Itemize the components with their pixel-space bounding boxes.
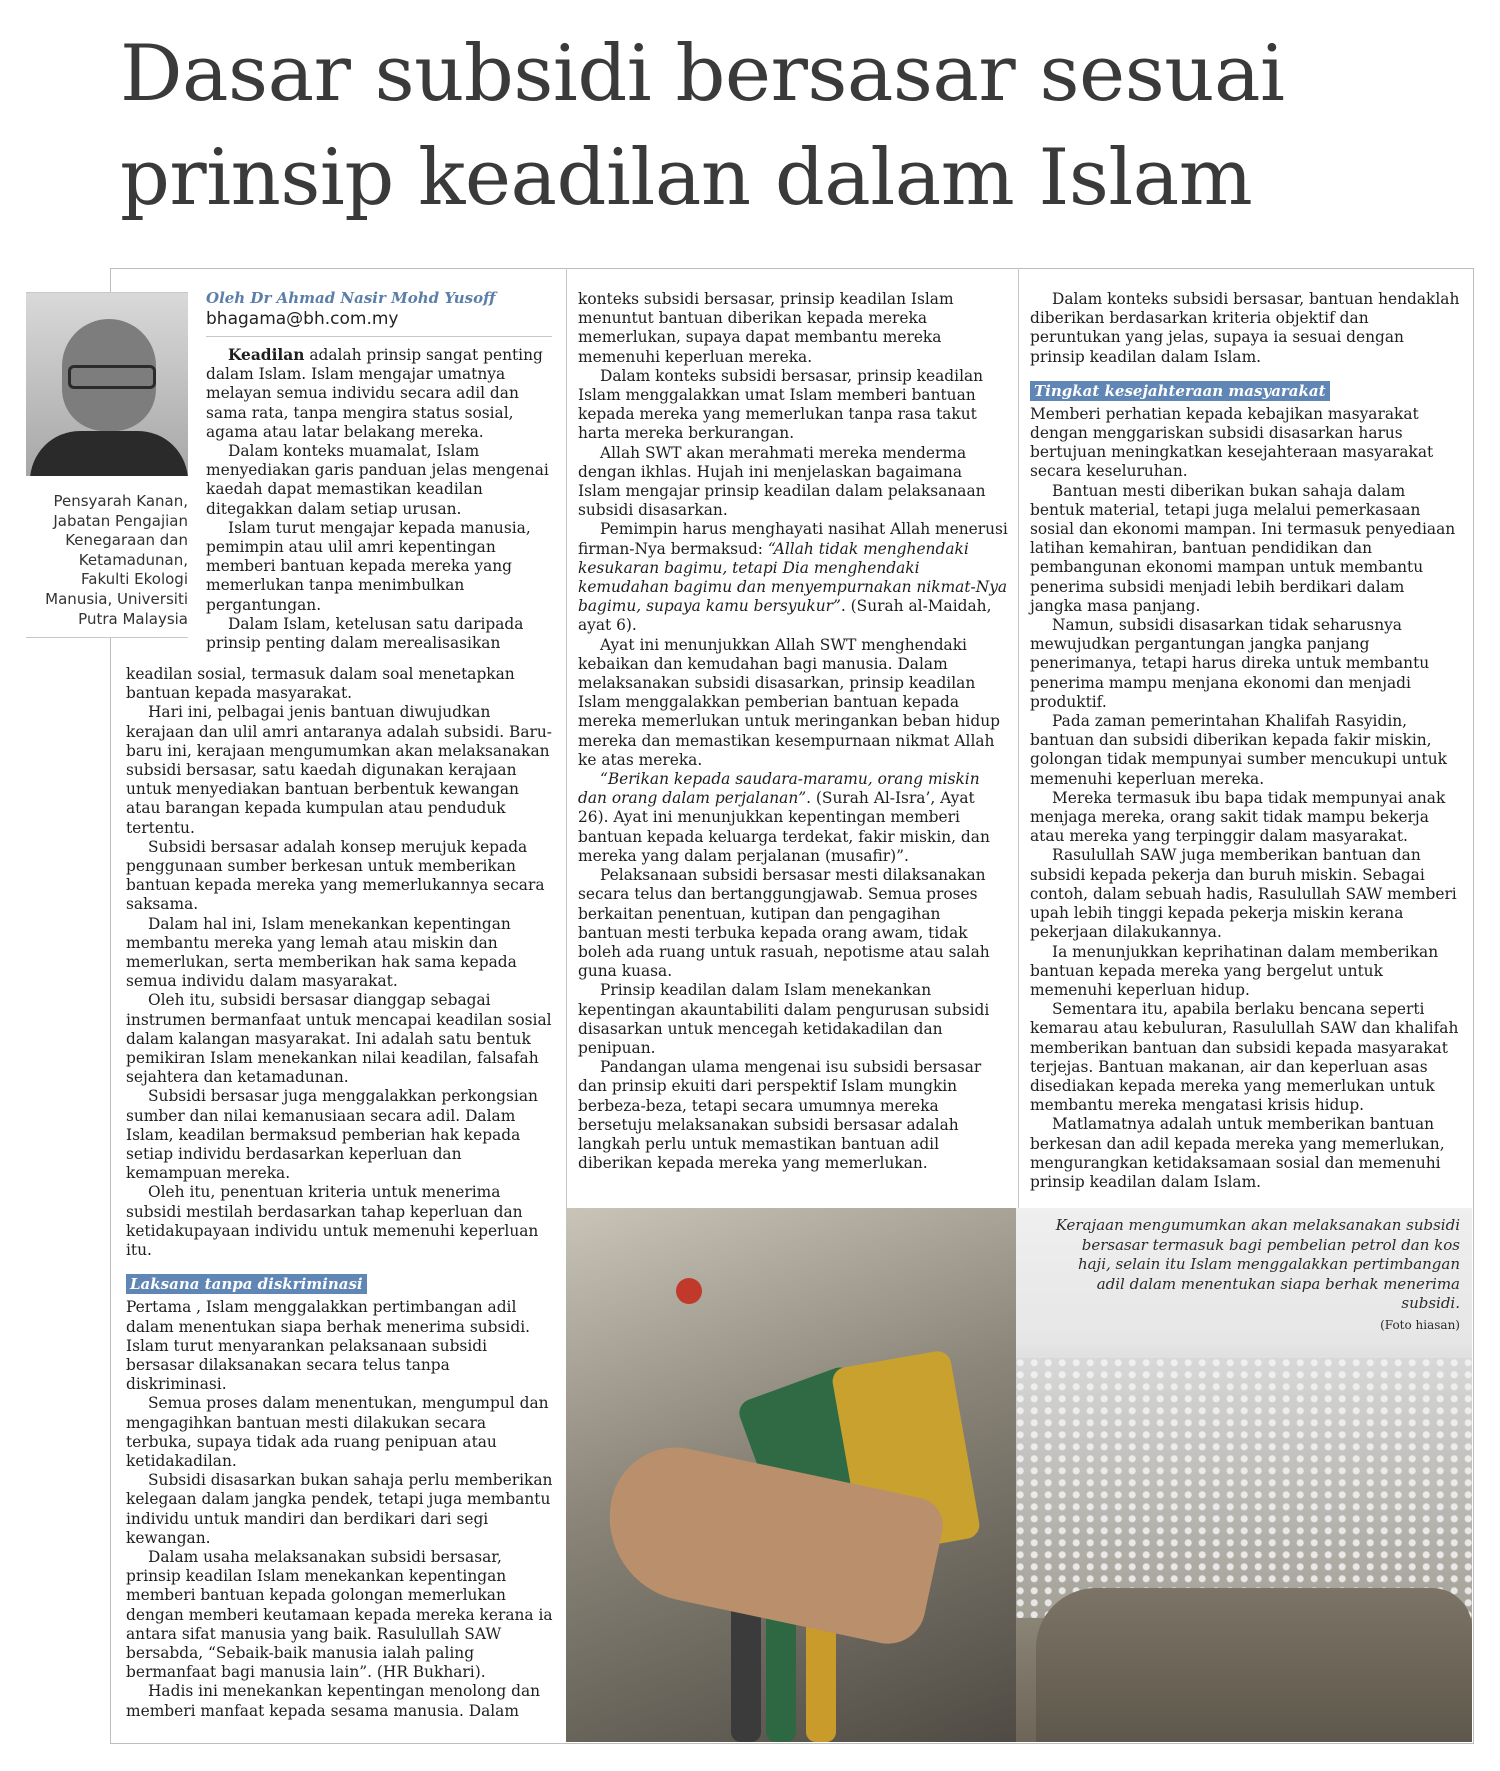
paragraph-text: Dalam hal ini, Islam menekankan kepentingan membantu mereka yang lemah atau miskin dan memerlukan, serta memberikan hak sama kepada semua individu dalam masyarakat. <box>126 914 517 991</box>
paragraph-text: Dalam Islam, ketelusan satu daripada prinsip penting dalam merealisasikan <box>206 614 524 653</box>
paragraph-text: Prinsip keadilan dalam Islam menekankan kepentingan akauntabiliti dalam pengurusan subsidi disasarkan untuk mencegah ketidakadilan dan penipuan. <box>578 981 990 1057</box>
paragraph-text: Pada zaman pemerintahan Khalifah Rasyidin, bantuan dan subsidi diberikan kepada fakir miskin, golongan tidak mempunyai sumber mencukupi untuk memenuhi keperluan mereka. <box>1030 712 1447 788</box>
paragraph-text: Pelaksanaan subsidi bersasar mesti dilaksanakan secara telus dan bertanggungjawab. Semua proses berkaitan penentuan, kutipan dan pengagihan bantuan mesti terbuka kepada orang awam, tidak boleh ada ruang untuk rasuah, nepotisme atau salah guna kuasa. <box>578 866 990 981</box>
paragraph <box>126 991 554 1087</box>
paragraph-text: Dalam konteks muamalat, Islam menyediakan garis panduan jelas mengenai kaedah dapat memastikan keadilan ditegakkan dalam setiap urusan. <box>206 442 549 518</box>
paragraph-text: Semua proses dalam menentukan, mengumpul dan mengagihkan bantuan mesti dilakukan secara terbuka, supaya tidak ada ruang penipuan atau ketidakadilan. <box>126 1394 549 1470</box>
column-divider <box>566 268 567 1208</box>
paragraph <box>1030 405 1460 482</box>
column-2 <box>578 290 1008 1173</box>
paragraph <box>1030 1000 1460 1115</box>
paragraph <box>126 1548 554 1682</box>
paragraph <box>126 703 554 837</box>
paragraph-text: Ayat ini menunjukkan Allah SWT menghendaki kebaikan dan kemudahan bagi manusia. Dalam melaksanakan subsidi disasarkan, prinsip keadilan Islam menggalakkan pemberian bantuan kepada mereka memerlukan untuk meringankan beban hidup mereka dan memastikan kesempurnaan nikmat Allah ke atas mereka. <box>578 635 1000 769</box>
paragraph <box>1030 943 1460 1001</box>
paragraph-text: Pertama , Islam menggalakkan pertimbangan adil dalam menentukan siapa berhak menerima subsidi. Islam turut menyarankan pelaksanaan subsidi bersasar dilaksanakan secara telus tanpa diskriminasi. <box>126 1298 531 1394</box>
paragraph-text: Allah SWT akan merahmati mereka menderma dengan ikhlas. Hujah ini menjelaskan bagaimana Islam mengajar prinsip keadilan dalam pelaksanaan subsidi disasarkan. <box>578 443 986 520</box>
column-1-top <box>206 346 552 653</box>
paragraph <box>1030 789 1460 847</box>
paragraph <box>1030 482 1460 616</box>
paragraph <box>578 1058 1008 1173</box>
paragraph <box>206 519 552 615</box>
photo-caption-text: Kerajaan mengumumkan akan melaksanakan subsidi bersasar termasuk bagi pembelian petrol dan kos haji, selain itu Islam menggalakkan pertimbangan adil dalam menentukan siapa berhak menerima subsidi. <box>1055 1216 1460 1313</box>
paragraph <box>126 1298 554 1394</box>
subheading: Laksana tanpa diskriminasi <box>126 1274 367 1294</box>
paragraph-text: keadilan sosial, termasuk dalam soal menetapkan bantuan kepada masyarakat. <box>126 665 515 703</box>
paragraph-text: Bantuan mesti diberikan bukan sahaja dalam bentuk material, tetapi juga melalui pemerkasaan sosial dan ekonomi mampan. Ini termasuk penyediaan latihan kemahiran, bantuan pendidikan dan pembangunan ekonomi mampan untuk membantu penerima subsidi menjadi lebih berdikari dalam jangka masa panjang. <box>1030 481 1456 615</box>
paragraph <box>126 1394 554 1471</box>
author-photo <box>26 293 188 476</box>
author-box <box>26 292 188 638</box>
column-divider <box>1018 268 1019 1208</box>
paragraph-text: Pemimpin harus menghayati nasihat Allah menerusi firman-Nya bermaksud: <box>578 520 1008 558</box>
headline <box>120 22 1420 230</box>
paragraph-text: Oleh itu, penentuan kriteria untuk menerima subsidi mestilah berdasarkan tahap keperluan dan ketidakupayaan individu untuk memenuhi keperluan itu. <box>126 1183 539 1260</box>
paragraph-text: Pandangan ulama mengenai isu subsidi bersasar dan prinsip ekuiti dari perspektif Islam mungkin berbeza-beza, tetapi secara umumnya mereka bersetuju melaksanakan subsidi bersasar adalah langkah perlu untuk memastikan bantuan adil diberikan kepada mereka yang memerlukan. <box>578 1058 982 1173</box>
paragraph-text: Dalam konteks subsidi bersasar, prinsip keadilan Islam menggalakkan umat Islam memberi bantuan kepada mereka yang memerlukan tanpa rasa takut harta mereka berkurangan. <box>578 366 984 443</box>
paragraph-text: konteks subsidi bersasar, prinsip keadilan Islam menuntut bantuan diberikan kepada mereka memerlukan, supaya dapat membantu mereka memenuhi keperluan mereka. <box>578 290 954 366</box>
paragraph-text: Subsidi bersasar juga menggalakkan perkongsian sumber dan nilai kemanusiaan secara adil. Dalam Islam, keadilan bermaksud pemberian hak kepada setiap individu berdasarkan keperluan dan kemampuan mereka. <box>126 1087 538 1183</box>
paragraph-text: . (Surah Al-Isra’, Ayat 26). Ayat ini menunjukkan kepentingan memberi bantuan kepada keluarga terdekat, fakir miskin, dan mereka yang dalam perjalanan (musafir)”. <box>578 789 990 865</box>
paragraph-text: adalah prinsip sangat penting dalam Islam. Islam mengajar umatnya melayan semua individu secara adil dan sama rata, tanpa mengira status sosial, agama atau latar belakang mereka. <box>206 346 543 441</box>
paragraph <box>578 636 1008 770</box>
column-1-main <box>126 665 554 1721</box>
paragraph <box>578 981 1008 1058</box>
paragraph <box>578 444 1008 521</box>
author-role: Pensyarah Kanan, Jabatan Pengajian Kenegaraan dan Ketamadunan, Fakulti Ekologi Manusia, Universiti Putra Malaysia <box>45 492 188 628</box>
paragraph <box>206 442 552 519</box>
quote-text: “Allah tidak menghendaki kesukaran bagimu, tetapi Dia menghendaki kemudahan bagimu dan menyempurnakan nikmat-Nya bagimu, supaya kamu bersyukur” <box>578 539 1008 616</box>
paragraph <box>1030 712 1460 789</box>
paragraph <box>578 290 1008 367</box>
paragraph <box>1030 1115 1460 1192</box>
paragraph-text: Matlamatnya adalah untuk memberikan bantuan berkesan dan adil kepada mereka yang memerlukan, mengurangkan ketidaksamaan sosial dan memenuhi prinsip keadilan dalam Islam. <box>1030 1115 1445 1191</box>
paragraph-text: . (Surah al-Maidah, ayat 6). <box>578 597 992 635</box>
subheading: Tingkat kesejahteraan masyarakat <box>1030 381 1330 401</box>
paragraph <box>126 1682 554 1720</box>
lead-word: Keadilan <box>228 346 305 364</box>
paragraph-text: Dalam usaha melaksanakan subsidi bersasar, prinsip keadilan Islam menekankan kepentingan memberi bantuan kepada golongan memerlukan dengan memberi keutamaan kepada mereka kerana ia antara sifat manusia yang baik. Rasulullah SAW bersabda, “Sebaik-baik manusia ialah paling bermanfaat bagi manusia lain”. (HR Bukhari). <box>126 1547 553 1682</box>
paragraph <box>126 1471 554 1548</box>
paragraph <box>578 866 1008 981</box>
paragraph-text: Sementara itu, apabila berlaku bencana seperti kemarau atau kebuluran, Rasulullah SAW dan khalifah memberikan bantuan dan subsidi kepada masyarakat terjejas. Bantuan makanan, air dan keperluan asas disediakan kepada mereka yang memerlukan untuk membantu mereka mengatasi krisis hidup. <box>1030 1000 1459 1115</box>
author-name: Oleh Dr Ahmad Nasir Mohd Yusoff <box>206 289 496 307</box>
paragraph <box>126 915 554 992</box>
paragraph-text: Namun, subsidi disasarkan tidak seharusnya mewujudkan pergantungan jangka panjang penerimanya, tetapi harus direka untuk membantu penerima mampu menjana ekonomi dan menjadi produktif. <box>1030 616 1430 711</box>
paragraph-text: Dalam konteks subsidi bersasar, bantuan hendaklah diberikan berdasarkan kriteria objektif dan peruntukan yang jelas, supaya ia sesuai dengan prinsip keadilan dalam Islam. <box>1030 290 1460 366</box>
paragraph-text: Hadis ini menekankan kepentingan menolong dan memberi manfaat kepada sesama manusia. Dalam <box>126 1682 541 1720</box>
paragraph <box>126 665 554 703</box>
paragraph-text: Ia menunjukkan keprihatinan dalam memberikan bantuan kepada mereka yang bergelut untuk memenuhi keperluan hidup. <box>1030 942 1439 999</box>
paragraph-text: Rasulullah SAW juga memberikan bantuan dan subsidi kepada pekerja dan buruh miskin. Sebagai contoh, dalam sebuah hadis, Rasulullah SAW memberi upah lebih tinggi kepada pekerja miskin kerana pekerjaan dilakukannya. <box>1030 846 1457 942</box>
paragraph-text: Subsidi disasarkan bukan sahaja perlu memberikan kelegaan dalam jangka pendek, tetapi juga membantu individu untuk mandiri dan berdikari dari segi kewangan. <box>126 1471 553 1547</box>
column-3 <box>1030 290 1460 1192</box>
paragraph-text: Subsidi bersasar adalah konsep merujuk kepada penggunaan sumber berkesan untuk memberikan bantuan kepada mereka yang memerlukannya secara saksama. <box>126 837 545 914</box>
paragraph <box>126 1087 554 1183</box>
paragraph <box>578 520 1008 635</box>
paragraph-text: Mereka termasuk ibu bapa tidak mempunyai anak menjaga mereka, orang sakit tidak mampu bekerja atau mereka yang terpinggir dalam masyarakat. <box>1030 788 1446 846</box>
headline-line-2: prinsip keadilan dalam Islam <box>120 133 1253 223</box>
pilgrims-crowd <box>1016 1358 1472 1618</box>
paragraph <box>578 770 1008 866</box>
paragraph-text: Oleh itu, subsidi bersasar dianggap sebagai instrumen bermanfaat untuk mencapai keadilan sosial dalam kalangan masyarakat. Ini adalah satu bentuk pemikiran Islam menekankan nilai keadilan, falsafah sejahtera dan ketamadunan. <box>126 991 552 1087</box>
byline <box>206 288 552 337</box>
paragraph <box>1030 616 1460 712</box>
paragraph <box>1030 846 1460 942</box>
headline-line-1: Dasar subsidi bersasar sesuai <box>120 29 1285 119</box>
photo-caption <box>1050 1216 1460 1336</box>
paragraph <box>126 838 554 915</box>
paragraph <box>578 367 1008 444</box>
paragraph <box>206 615 552 653</box>
paragraph <box>126 1183 554 1260</box>
author-email[interactable]: bhagama@bh.com.my <box>206 309 399 329</box>
quote-text: “Berikan kepada saudara-maramu, orang miskin dan orang dalam perjalanan” <box>578 770 980 808</box>
paragraph-text: Hari ini, pelbagai jenis bantuan diwujudkan kerajaan dan ulil amri antaranya adalah subsidi. Baru-baru ini, kerajaan mengumumkan akan melaksanakan subsidi bersasar, satu kaedah digunakan kerajaan untuk menyediakan bantuan berbentuk kewangan atau barangan kepada kumpulan atau penduduk tertentu. <box>126 703 553 837</box>
paragraph-text: Memberi perhatian kepada kebajikan masyarakat dengan menggariskan subsidi disasarkan harus bertujuan meningkatkan kesejahteraan masyarakat secara keseluruhan. <box>1030 404 1434 481</box>
paragraph <box>206 346 552 442</box>
photo-credit: (Foto hiasan) <box>1380 1317 1460 1332</box>
paragraph-text: Islam turut mengajar kepada manusia, pemimpin atau ulil amri kepentingan memberi bantuan kepada mereka yang memerlukan tanpa menimbulkan pergantungan. <box>206 518 531 614</box>
paragraph <box>1030 290 1460 367</box>
